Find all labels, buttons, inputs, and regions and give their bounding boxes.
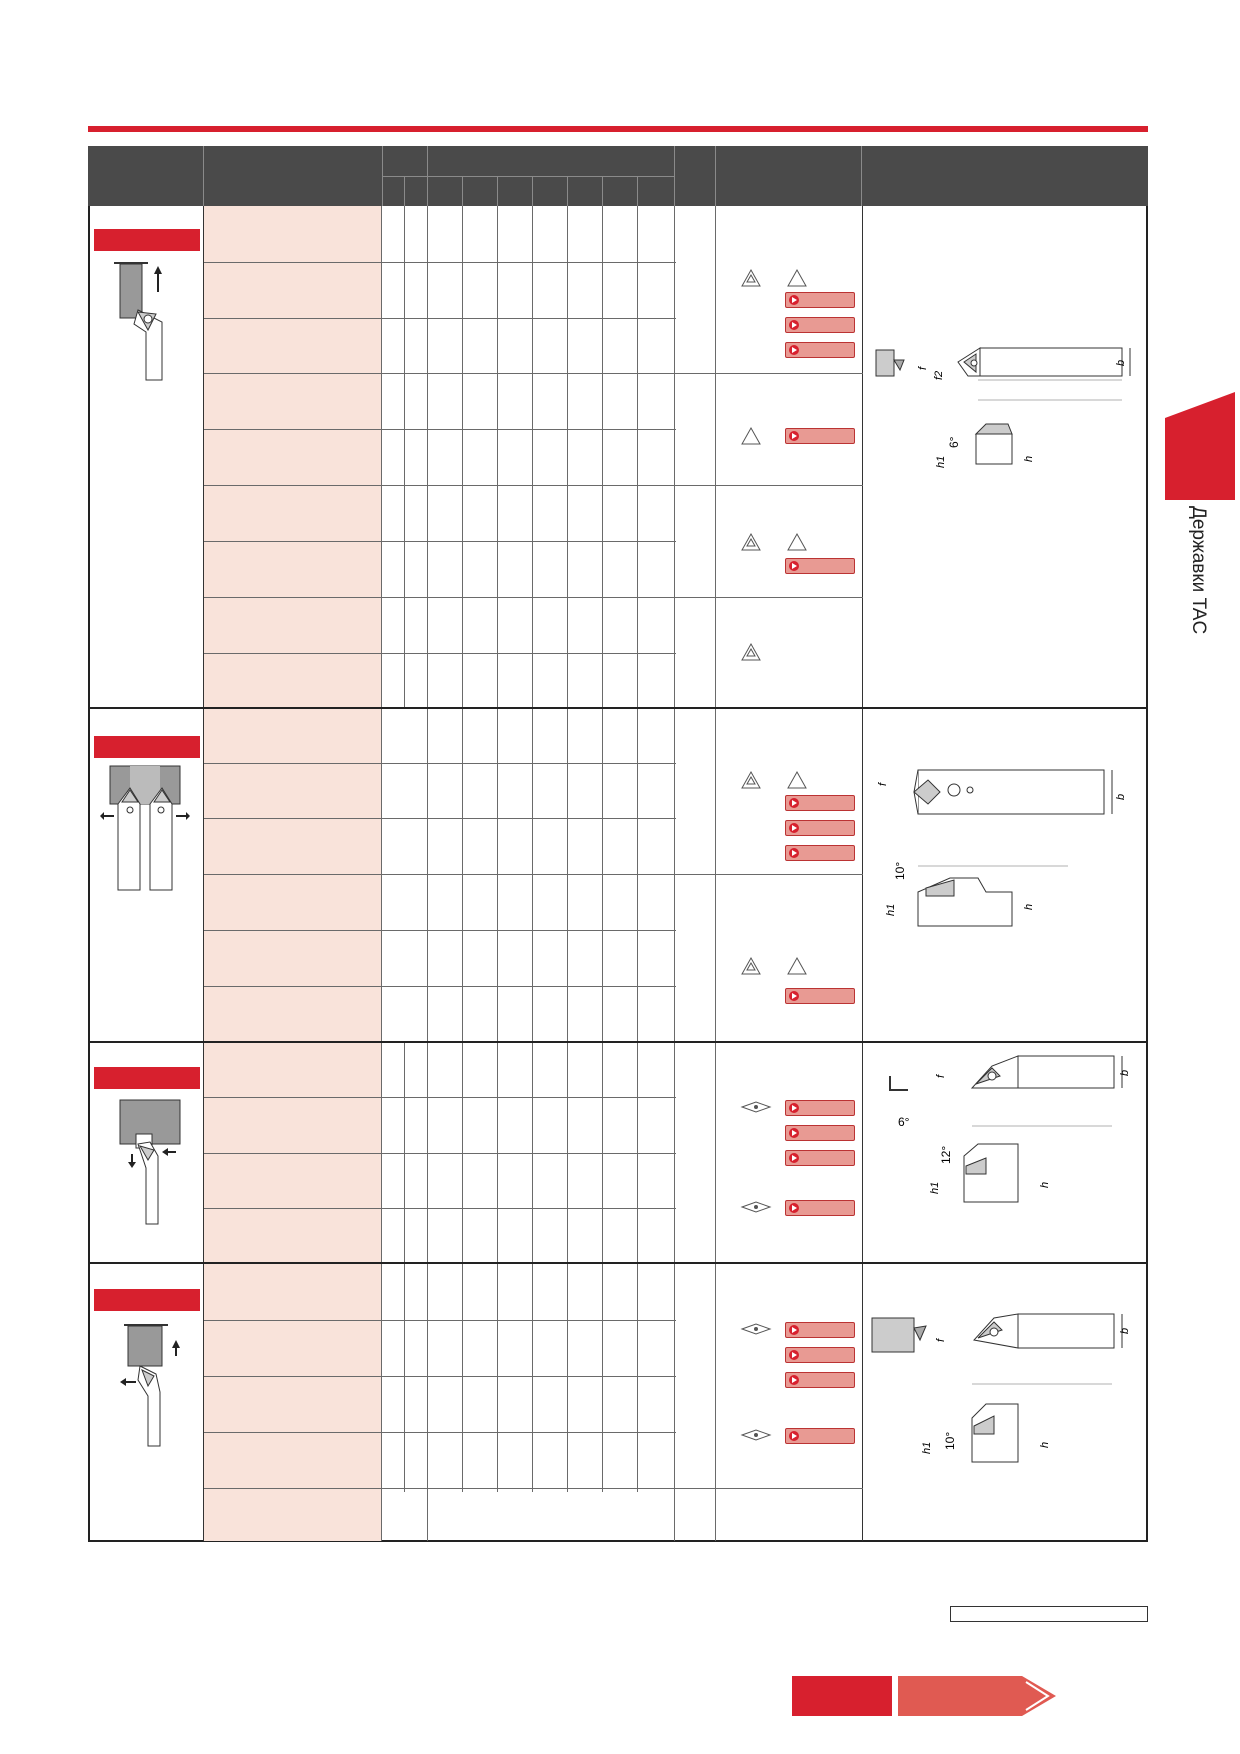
next-section-button[interactable] bbox=[898, 1676, 1058, 1716]
rhombus-insert-icon bbox=[740, 1200, 772, 1214]
table-header bbox=[88, 146, 1148, 206]
triangle-icon bbox=[786, 770, 808, 790]
grade-link-button[interactable] bbox=[785, 845, 855, 861]
prev-section-button[interactable] bbox=[792, 1676, 892, 1716]
grade-link-button[interactable] bbox=[785, 988, 855, 1004]
dim-h: h bbox=[1039, 1441, 1051, 1448]
dim-h: h bbox=[1039, 1181, 1051, 1188]
footer-box bbox=[950, 1606, 1148, 1622]
dim-f: f bbox=[935, 1338, 947, 1342]
rhombus-insert-icon bbox=[740, 1428, 772, 1442]
holder-dimension-diagram bbox=[868, 330, 1138, 480]
dim-h1: h1 bbox=[921, 1441, 933, 1454]
triangle-chipbreaker-icon bbox=[740, 268, 762, 288]
grade-link-button[interactable] bbox=[785, 317, 855, 333]
dim-f: f bbox=[917, 366, 929, 370]
section-tag bbox=[94, 736, 200, 758]
grade-link-button[interactable] bbox=[785, 428, 855, 444]
grade-link-button[interactable] bbox=[785, 292, 855, 308]
holder-thumbnail bbox=[100, 764, 190, 894]
header-rule bbox=[88, 126, 1148, 132]
dim-b: b bbox=[1119, 1327, 1131, 1334]
triangle-icon bbox=[786, 956, 808, 976]
holder-dimension-diagram bbox=[868, 760, 1138, 940]
dim-6deg: 6° bbox=[898, 1115, 910, 1129]
grade-link-button[interactable] bbox=[785, 1347, 855, 1363]
dim-12deg: 12° bbox=[939, 1145, 953, 1164]
holder-thumbnail bbox=[110, 262, 190, 382]
dim-h1: h1 bbox=[929, 1181, 941, 1194]
grade-link-button[interactable] bbox=[785, 1200, 855, 1216]
dim-b: b bbox=[1115, 359, 1127, 366]
triangle-chipbreaker-icon bbox=[740, 956, 762, 976]
dim-f: f bbox=[935, 1074, 947, 1078]
triangle-chipbreaker-icon bbox=[740, 770, 762, 790]
holder-thumbnail bbox=[110, 1098, 190, 1228]
dim-h1: h1 bbox=[885, 903, 897, 916]
dim-10deg: 10° bbox=[893, 861, 907, 880]
triangle-icon bbox=[786, 268, 808, 288]
holder-dimension-diagram bbox=[868, 1046, 1138, 1226]
triangle-chipbreaker-icon bbox=[740, 532, 762, 552]
triangle-icon bbox=[740, 426, 762, 446]
dim-6deg: 6° bbox=[947, 436, 961, 448]
dim-f2: f2 bbox=[933, 370, 945, 380]
grade-link-button[interactable] bbox=[785, 1372, 855, 1388]
dim-h: h bbox=[1023, 455, 1035, 462]
triangle-icon bbox=[786, 532, 808, 552]
grade-link-button[interactable] bbox=[785, 820, 855, 836]
section-tag bbox=[94, 1067, 200, 1089]
grade-link-button[interactable] bbox=[785, 1150, 855, 1166]
dim-b: b bbox=[1119, 1069, 1131, 1076]
grade-link-button[interactable] bbox=[785, 558, 855, 574]
triangle-chipbreaker-icon bbox=[740, 642, 762, 662]
grade-link-button[interactable] bbox=[785, 795, 855, 811]
rhombus-insert-icon bbox=[740, 1100, 772, 1114]
rhombus-insert-icon bbox=[740, 1322, 772, 1336]
holder-thumbnail bbox=[110, 1320, 190, 1450]
dim-10deg: 10° bbox=[943, 1431, 957, 1450]
grade-link-button[interactable] bbox=[785, 1100, 855, 1116]
side-tab bbox=[1165, 392, 1235, 500]
section-tag bbox=[94, 1289, 200, 1311]
holder-dimension-diagram bbox=[868, 1300, 1138, 1490]
side-tab-label: Державки TAC bbox=[1188, 506, 1209, 635]
grade-link-button[interactable] bbox=[785, 342, 855, 358]
grade-link-button[interactable] bbox=[785, 1125, 855, 1141]
grade-link-button[interactable] bbox=[785, 1428, 855, 1444]
grade-link-button[interactable] bbox=[785, 1322, 855, 1338]
dim-b: b bbox=[1115, 793, 1127, 800]
dim-h1: h1 bbox=[935, 455, 947, 468]
dim-h: h bbox=[1023, 903, 1035, 910]
section-tag bbox=[94, 229, 200, 251]
dim-f: f bbox=[877, 782, 889, 786]
